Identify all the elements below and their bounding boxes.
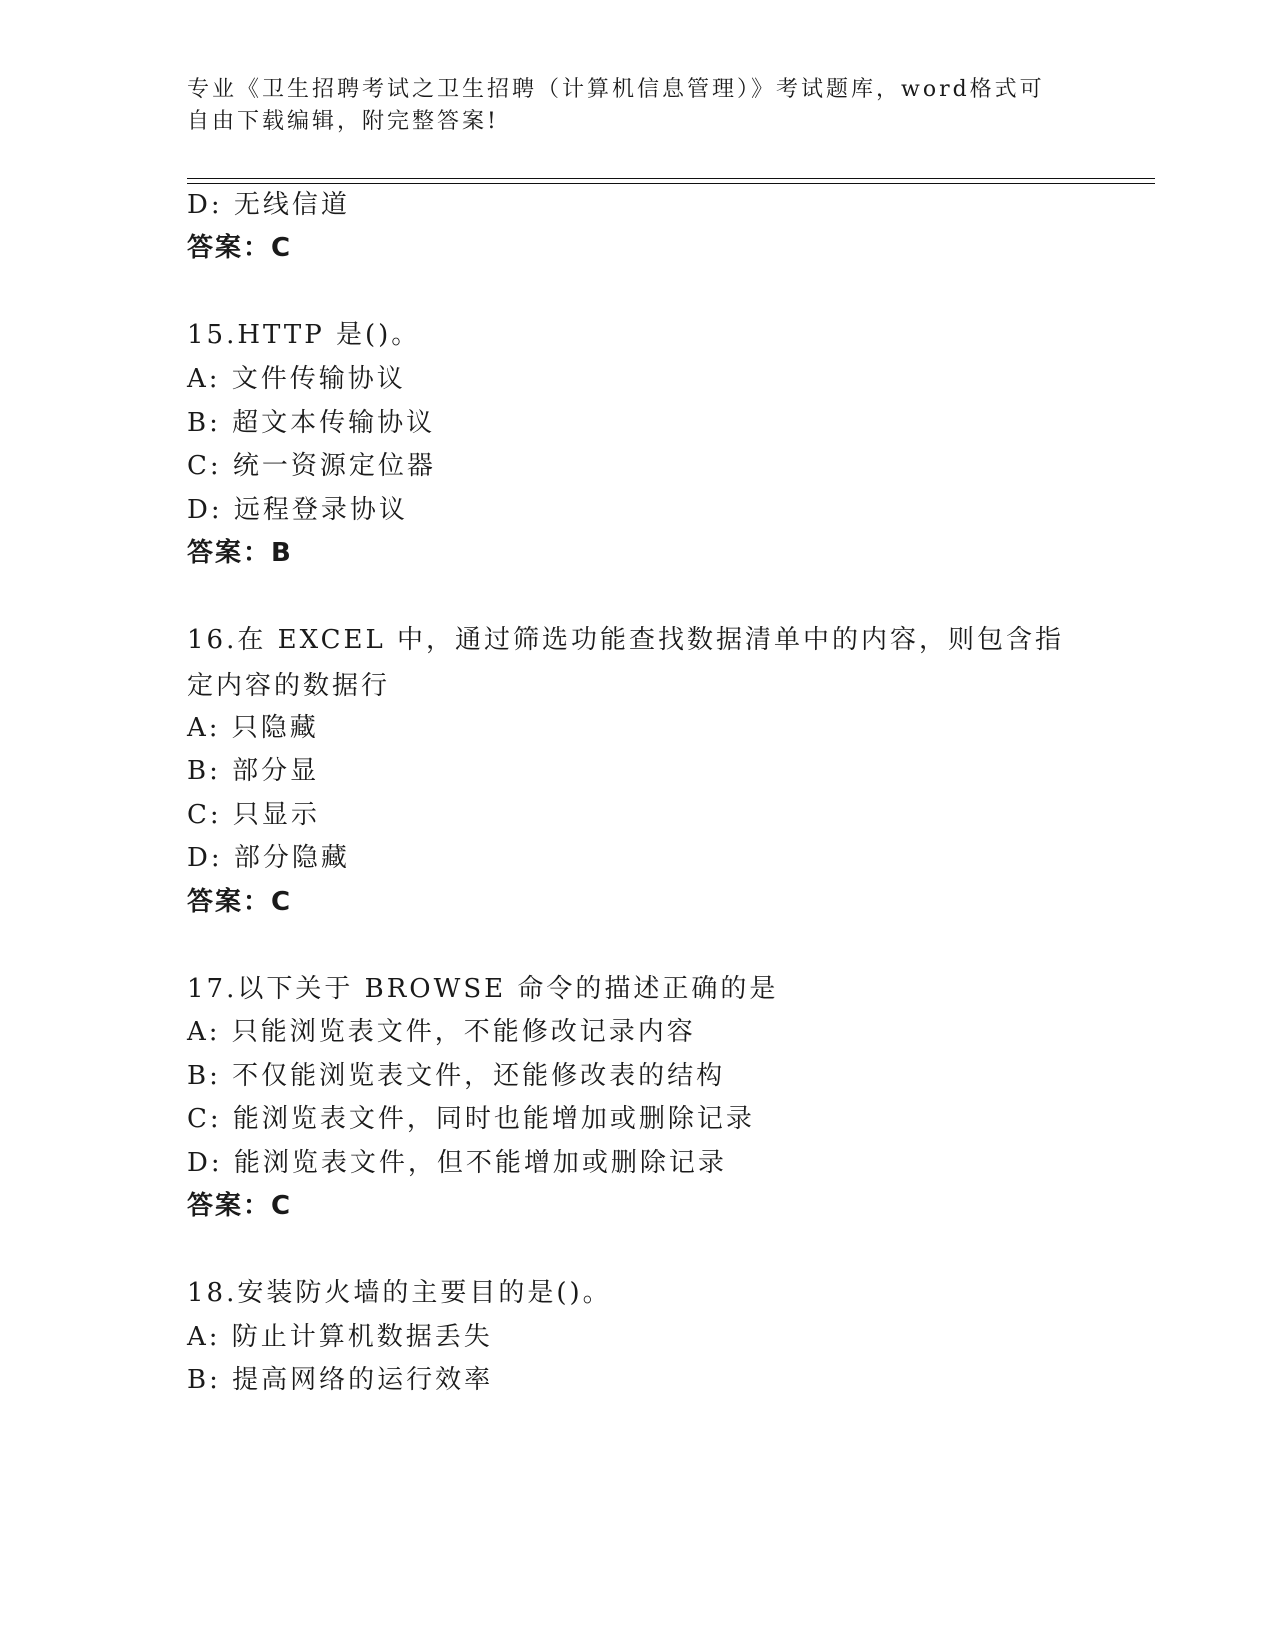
document-header: 专业《卫生招聘考试之卫生招聘（计算机信息管理）》考试题库，word格式可自由下载编辑，附完整答案! xyxy=(187,77,1045,134)
q17-option-b: B: 不仅能浏览表文件，还能修改表的结构 xyxy=(187,1061,726,1091)
prev-option-d: D: 无线信道 xyxy=(187,190,350,220)
q15-option-c: C: 统一资源定位器 xyxy=(187,451,436,481)
q15-answer: 答案：B xyxy=(187,538,293,568)
header-divider-top xyxy=(187,178,1155,179)
q16-answer: 答案：C xyxy=(187,887,293,917)
prev-answer: 答案：C xyxy=(187,233,293,263)
q15-stem: 15.HTTP 是()。 xyxy=(187,320,421,350)
q16-option-b: B: 部分显 xyxy=(187,756,320,786)
q16-option-c: C: 只显示 xyxy=(187,800,320,830)
q16-option-a: A: 只隐藏 xyxy=(187,713,319,743)
q17-answer: 答案：C xyxy=(187,1191,293,1221)
q17-stem: 17.以下关于 BROWSE 命令的描述正确的是 xyxy=(187,974,779,1004)
q18-stem: 18.安装防火墙的主要目的是()。 xyxy=(187,1278,612,1308)
q15-option-d: D: 远程登录协议 xyxy=(187,495,408,525)
q15-option-a: A: 文件传输协议 xyxy=(187,364,406,394)
q18-option-a: A: 防止计算机数据丢失 xyxy=(187,1322,493,1352)
header-divider-bottom xyxy=(187,183,1155,184)
q18-option-b: B: 提高网络的运行效率 xyxy=(187,1365,494,1395)
q17-option-c: C: 能浏览表文件，同时也能增加或删除记录 xyxy=(187,1104,755,1134)
q15-option-b: B: 超文本传输协议 xyxy=(187,408,436,438)
q17-option-a: A: 只能浏览表文件，不能修改记录内容 xyxy=(187,1017,696,1047)
q16-stem: 16.在 EXCEL 中，通过筛选功能查找数据清单中的内容，则包含指定内容的数据行 xyxy=(187,625,1065,701)
q17-option-d: D: 能浏览表文件，但不能增加或删除记录 xyxy=(187,1148,727,1178)
q16-option-d: D: 部分隐藏 xyxy=(187,843,350,873)
